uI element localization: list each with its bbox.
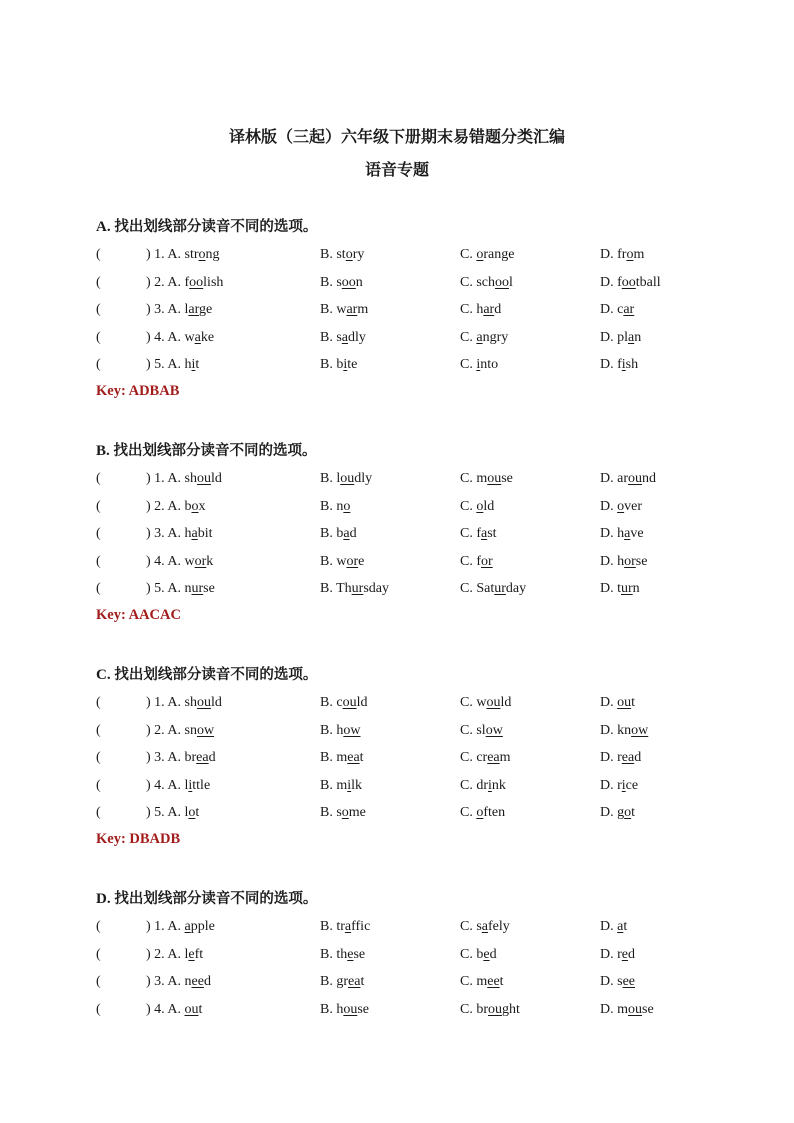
underlined-letters: oo (341, 275, 356, 290)
answer-key: Key: ADBAB (96, 383, 180, 399)
option-d: D. car (600, 302, 635, 317)
underlined-letters: ou (342, 695, 357, 710)
option-a: apple (184, 919, 215, 934)
question-row (0, 330, 794, 350)
underlined-letters: ar (483, 302, 495, 317)
underlined-letters: a (344, 919, 352, 934)
underlined-letters: a (628, 330, 635, 345)
question-number: ) 2. A. box (146, 499, 206, 514)
document-title: 译林版（三起）六年级下册期末易错题分类汇编 (228, 127, 565, 146)
underlined-letters: o (341, 805, 349, 820)
option-d: D. out (600, 695, 636, 710)
question-number: ) 4. A. little (146, 778, 211, 793)
question-number: ) 2. A. snow (146, 723, 215, 738)
underlined-letters: e (347, 947, 354, 962)
question-number: ) 3. A. need (146, 974, 211, 989)
underlined-letters: ow (196, 723, 215, 738)
question-number: ) 2. A. foolish (146, 275, 224, 290)
underlined-letters: ur (494, 581, 506, 596)
underlined-letters: o (617, 499, 625, 514)
underlined-letters: e (188, 947, 195, 962)
question-row (0, 357, 794, 377)
question-row (0, 778, 794, 798)
underlined-letters: a (624, 526, 631, 541)
option-d: D. horse (600, 554, 648, 569)
option-c: C. bed (460, 947, 497, 962)
question-number: ) 3. A. habit (146, 526, 213, 541)
underlined-letters: ea (487, 750, 500, 765)
option-c: C. often (460, 805, 506, 820)
underlined-letters: ou (196, 471, 211, 486)
answer-blank-open[interactable]: ( (96, 974, 101, 989)
option-d: D. red (600, 947, 635, 962)
option-c: C. drink (460, 778, 506, 793)
question-row (0, 919, 794, 939)
underlined-letters: i (488, 778, 492, 793)
answer-blank-open[interactable]: ( (96, 302, 101, 317)
question-number: ) 5. A. nurse (146, 581, 215, 596)
option-a: hit (184, 357, 200, 372)
question-row (0, 805, 794, 825)
question-number: ) 4. A. wake (146, 330, 215, 345)
underlined-letters: or (481, 554, 493, 569)
underlined-letters: ou (487, 471, 502, 486)
question-row (0, 499, 794, 519)
underlined-letters: a (343, 526, 350, 541)
answer-blank-open[interactable]: ( (96, 750, 101, 765)
question-number: ) 2. A. left (146, 947, 204, 962)
option-d: D. at (600, 919, 628, 934)
option-b: B. no (320, 499, 351, 514)
question-row (0, 1002, 794, 1022)
underlined-letters: o (345, 247, 353, 262)
question-row (0, 275, 794, 295)
option-b: B. soon (320, 275, 363, 290)
underlined-letters: a (194, 330, 201, 345)
underlined-letters: ea (347, 750, 360, 765)
answer-blank-open[interactable]: ( (96, 526, 101, 541)
option-d: D. rice (600, 778, 639, 793)
question-row (0, 947, 794, 967)
option-a: lot (184, 805, 200, 820)
option-a: should (184, 471, 222, 486)
underlined-letters: o (624, 805, 632, 820)
option-d: D. know (600, 723, 649, 738)
question-number: ) 1. A. strong (146, 247, 220, 262)
option-a: should (184, 695, 222, 710)
option-d: D. read (600, 750, 642, 765)
answer-blank-open[interactable]: ( (96, 499, 101, 514)
answer-blank-open[interactable]: ( (96, 581, 101, 596)
underlined-letters: ar (346, 302, 358, 317)
answer-blank-open[interactable]: ( (96, 275, 101, 290)
option-a: need (184, 974, 211, 989)
underlined-letters: ee (487, 974, 500, 989)
question-number: ) 3. A. bread (146, 750, 216, 765)
option-d: D. over (600, 499, 643, 514)
option-b: B. traffic (320, 919, 371, 934)
option-a: bread (184, 750, 216, 765)
option-d: D. mouse (600, 1002, 654, 1017)
underlined-letters: a (481, 919, 489, 934)
question-row (0, 581, 794, 601)
option-b: B. some (320, 805, 366, 820)
underlined-letters: a (617, 919, 624, 934)
answer-blank-open[interactable]: ( (96, 919, 101, 934)
answer-blank-open[interactable]: ( (96, 695, 101, 710)
question-number: ) 5. A. hit (146, 357, 200, 372)
option-b: B. Thursday (320, 581, 389, 596)
question-row (0, 247, 794, 267)
question-number: ) 3. A. large (146, 302, 213, 317)
option-b: B. milk (320, 778, 363, 793)
option-d: D. got (600, 805, 636, 820)
underlined-letters: oo (621, 275, 636, 290)
question-number: ) 1. A. should (146, 471, 222, 486)
answer-blank-open[interactable]: ( (96, 778, 101, 793)
option-c: C. meet (460, 974, 504, 989)
option-c: C. slow (460, 723, 503, 738)
option-c: C. safely (460, 919, 510, 934)
underlined-letters: or (194, 554, 207, 569)
option-a: strong (184, 247, 220, 262)
section-heading: A. 找出划线部分读音不同的选项。 (96, 219, 318, 235)
underlined-letters: i (191, 357, 196, 372)
answer-blank-open[interactable]: ( (96, 330, 101, 345)
answer-blank-open[interactable]: ( (96, 357, 101, 372)
question-number: ) 1. A. should (146, 695, 222, 710)
underlined-letters: i (343, 357, 348, 372)
underlined-letters: ea (196, 750, 209, 765)
option-a: wake (184, 330, 215, 345)
underlined-letters: i (188, 778, 193, 793)
option-d: D. have (600, 526, 644, 541)
option-a: habit (184, 526, 213, 541)
option-d: D. see (600, 974, 635, 989)
option-a: snow (184, 723, 215, 738)
underlined-letters: ou (488, 1002, 502, 1017)
underlined-letters: i (621, 357, 626, 372)
option-b: B. wore (320, 554, 365, 569)
question-row (0, 471, 794, 491)
answer-key: Key: AACAC (96, 607, 181, 623)
answer-blank-open[interactable]: ( (96, 723, 101, 738)
underlined-letters: oo (189, 275, 204, 290)
option-c: C. cream (460, 750, 511, 765)
underlined-letters: ow (343, 723, 361, 738)
option-b: B. how (320, 723, 361, 738)
underlined-letters: i (476, 357, 481, 372)
underlined-letters: ea (621, 750, 635, 765)
underlined-letters: ur (191, 581, 204, 596)
option-c: C. for (460, 554, 493, 569)
underlined-letters: i (621, 778, 626, 793)
underlined-letters: ou (486, 695, 501, 710)
option-c: C. hard (460, 302, 502, 317)
underlined-letters: ou (196, 695, 211, 710)
option-b: B. meat (320, 750, 364, 765)
option-a: left (184, 947, 204, 962)
underlined-letters: ar (623, 302, 635, 317)
option-b: B. sadly (320, 330, 366, 345)
document-subtitle: 语音专题 (364, 160, 429, 179)
underlined-letters: ur (351, 581, 364, 596)
underlined-letters: i (347, 778, 352, 793)
underlined-letters: o (198, 247, 206, 262)
underlined-letters: e (621, 947, 628, 962)
underlined-letters: o (188, 805, 196, 820)
answer-blank-open[interactable]: ( (96, 1002, 101, 1017)
question-number: ) 4. A. out (146, 1002, 203, 1017)
underlined-letters: a (341, 330, 349, 345)
option-b: B. great (320, 974, 365, 989)
option-b: B. could (320, 695, 368, 710)
option-c: C. old (460, 499, 495, 514)
section-heading: B. 找出划线部分读音不同的选项。 (96, 443, 317, 459)
underlined-letters: e (483, 947, 490, 962)
answer-blank-open[interactable]: ( (96, 805, 101, 820)
question-number: ) 5. A. lot (146, 805, 200, 820)
option-b: B. house (320, 1002, 370, 1017)
option-c: C. school (460, 275, 513, 290)
option-d: D. from (600, 247, 645, 262)
underlined-letters: ow (631, 723, 649, 738)
underlined-letters: o (343, 499, 351, 514)
underlined-letters: ou (343, 1002, 358, 1017)
option-a: little (184, 778, 211, 793)
option-a: box (184, 499, 206, 514)
question-number: ) 1. A. apple (146, 919, 215, 934)
question-row (0, 723, 794, 743)
underlined-letters: ur (621, 581, 633, 596)
underlined-letters: o (191, 499, 199, 514)
option-b: B. bad (320, 526, 357, 541)
option-d: D. fish (600, 357, 639, 372)
underlined-letters: a (191, 526, 198, 541)
underlined-letters: ar (188, 302, 200, 317)
option-d: D. football (600, 275, 661, 290)
question-row (0, 974, 794, 994)
question-row (0, 695, 794, 715)
option-d: D. around (600, 471, 656, 486)
question-number: ) 4. A. work (146, 554, 214, 569)
underlined-letters: ee (191, 974, 204, 989)
option-b: B. story (320, 247, 365, 262)
underlined-letters: ee (622, 974, 635, 989)
option-b: B. loudly (320, 471, 373, 486)
underlined-letters: a (481, 526, 488, 541)
underlined-letters: ow (485, 723, 503, 738)
answer-blank-open[interactable]: ( (96, 247, 101, 262)
option-a: foolish (184, 275, 224, 290)
underlined-letters: or (624, 554, 636, 569)
answer-blank-open[interactable]: ( (96, 947, 101, 962)
option-a: out (184, 1002, 203, 1017)
option-c: C. Saturday (460, 581, 527, 596)
underlined-letters: o (476, 247, 484, 262)
answer-blank-open[interactable]: ( (96, 554, 101, 569)
option-d: D. plan (600, 330, 642, 345)
underlined-letters: ou (184, 1002, 199, 1017)
option-c: C. into (460, 357, 499, 372)
option-a: large (184, 302, 213, 317)
question-row (0, 554, 794, 574)
underlined-letters: ou (617, 695, 632, 710)
question-row (0, 526, 794, 546)
option-b: B. these (320, 947, 366, 962)
underlined-letters: o (626, 247, 634, 262)
question-row (0, 750, 794, 770)
underlined-letters: ou (628, 1002, 642, 1017)
option-c: C. fast (460, 526, 497, 541)
option-c: C. brought (460, 1002, 520, 1017)
answer-key: Key: DBADB (96, 831, 181, 847)
option-b: B. warm (320, 302, 369, 317)
underlined-letters: or (346, 554, 359, 569)
option-c: C. would (460, 695, 512, 710)
underlined-letters: ou (628, 471, 642, 486)
option-b: B. bite (320, 357, 358, 372)
option-d: D. turn (600, 581, 640, 596)
answer-blank-open[interactable]: ( (96, 471, 101, 486)
option-c: C. orange (460, 247, 515, 262)
option-c: C. mouse (460, 471, 513, 486)
underlined-letters: a (184, 919, 191, 934)
option-a: work (184, 554, 214, 569)
underlined-letters: a (476, 330, 483, 345)
option-a: nurse (184, 581, 215, 596)
section-heading: D. 找出划线部分读音不同的选项。 (96, 891, 318, 907)
option-c: C. angry (460, 330, 509, 345)
underlined-letters: oo (495, 275, 509, 290)
underlined-letters: ea (348, 974, 361, 989)
underlined-letters: o (476, 499, 484, 514)
question-row (0, 302, 794, 322)
section-heading: C. 找出划线部分读音不同的选项。 (96, 667, 318, 683)
underlined-letters: ou (340, 471, 355, 486)
underlined-letters: o (476, 805, 484, 820)
